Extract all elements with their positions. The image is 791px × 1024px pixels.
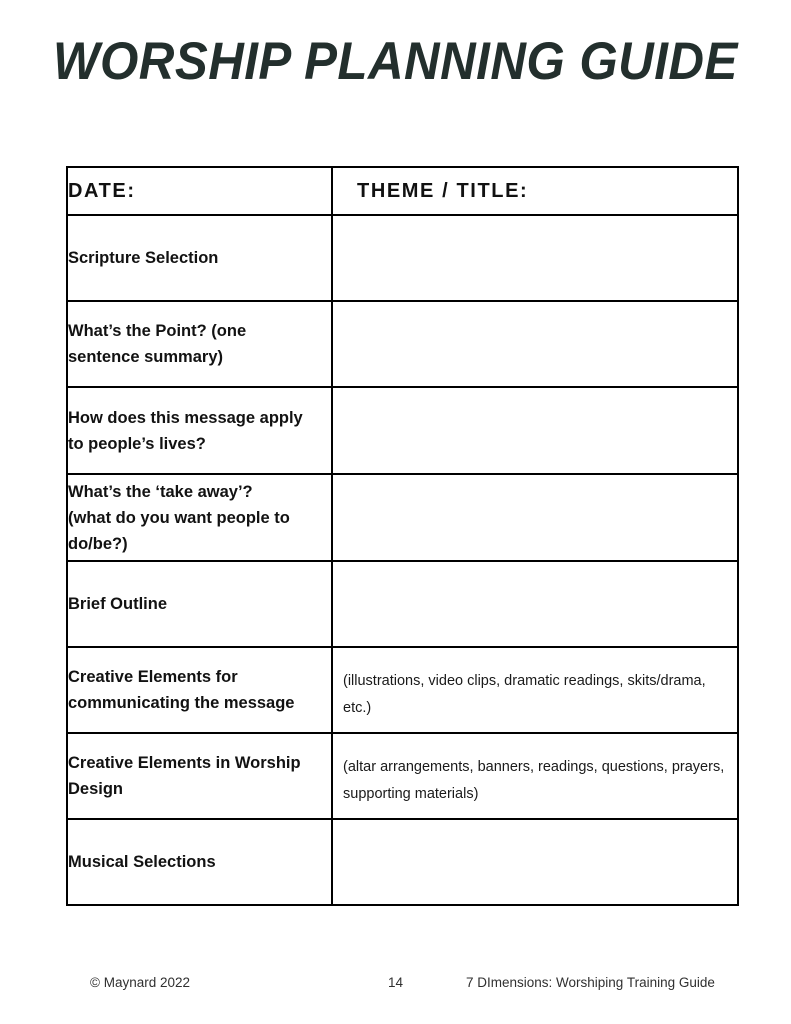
row-label-cell [67, 301, 332, 387]
header-date-label: DATE: [68, 179, 136, 202]
row-label-cell [67, 215, 332, 301]
row-entry-cell[interactable] [332, 215, 738, 301]
table-row [67, 387, 738, 474]
row-label-line: What’s the Point? (one [68, 322, 247, 340]
footer-source-title: 7 DImensions: Worshiping Training Guide [466, 975, 715, 990]
row-label-cell [67, 387, 332, 474]
row-label-cell [67, 561, 332, 647]
row-entry-cell[interactable] [332, 819, 738, 905]
header-theme-cell [332, 167, 738, 215]
header-date-cell [67, 167, 332, 215]
header-theme-label: THEME / TITLE: [357, 179, 529, 202]
row-entry-cell[interactable] [332, 647, 738, 733]
row-label-cell [67, 647, 332, 733]
row-label-line: Brief Outline [68, 595, 168, 613]
footer-page-number: 14 [388, 975, 404, 990]
row-label-line: sentence summary) [68, 348, 223, 366]
row-entry-cell[interactable] [332, 561, 738, 647]
row-entry-cell[interactable] [332, 387, 738, 474]
row-label-line: do/be?) [68, 534, 128, 553]
table-row [67, 215, 738, 301]
row-hint-line: supporting materials) [343, 785, 479, 802]
row-label-line: Creative Elements in Worship [68, 754, 301, 772]
row-label-line: What’s the ‘take away’? [68, 482, 253, 501]
table-row [67, 647, 738, 733]
worship-planning-table [66, 166, 739, 906]
row-label-line: Musical Selections [68, 853, 216, 871]
table-row [67, 733, 738, 819]
footer-copyright: © Maynard 2022 [90, 975, 191, 990]
row-label-line: communicating the message [68, 694, 295, 712]
row-entry-cell[interactable] [332, 733, 738, 819]
row-label-line: to people’s lives? [68, 434, 206, 453]
table-row [67, 474, 738, 561]
table-row [67, 561, 738, 647]
row-label-line: How does this message apply [68, 408, 303, 427]
row-entry-cell[interactable] [332, 474, 738, 561]
row-label-line: Creative Elements for [68, 668, 238, 686]
table-row [67, 301, 738, 387]
page-title: WORSHIP PLANNING GUIDE [53, 32, 738, 91]
row-hint-line: (altar arrangements, banners, readings, questions, prayers, [343, 758, 725, 775]
table-row [67, 819, 738, 905]
row-hint-text [333, 745, 737, 808]
row-label-line: (what do you want people to [68, 508, 290, 527]
table-header-row [67, 167, 738, 215]
row-label-line: Design [68, 780, 124, 798]
row-label-line: Scripture Selection [68, 249, 219, 267]
page-footer [0, 971, 791, 995]
row-entry-cell[interactable] [332, 301, 738, 387]
row-label-cell [67, 733, 332, 819]
row-hint-text [333, 659, 737, 722]
row-label-cell [67, 474, 332, 561]
row-label-cell [67, 819, 332, 905]
row-hint-line: (illustrations, video clips, dramatic readings, skits/drama, etc.) [343, 672, 706, 716]
